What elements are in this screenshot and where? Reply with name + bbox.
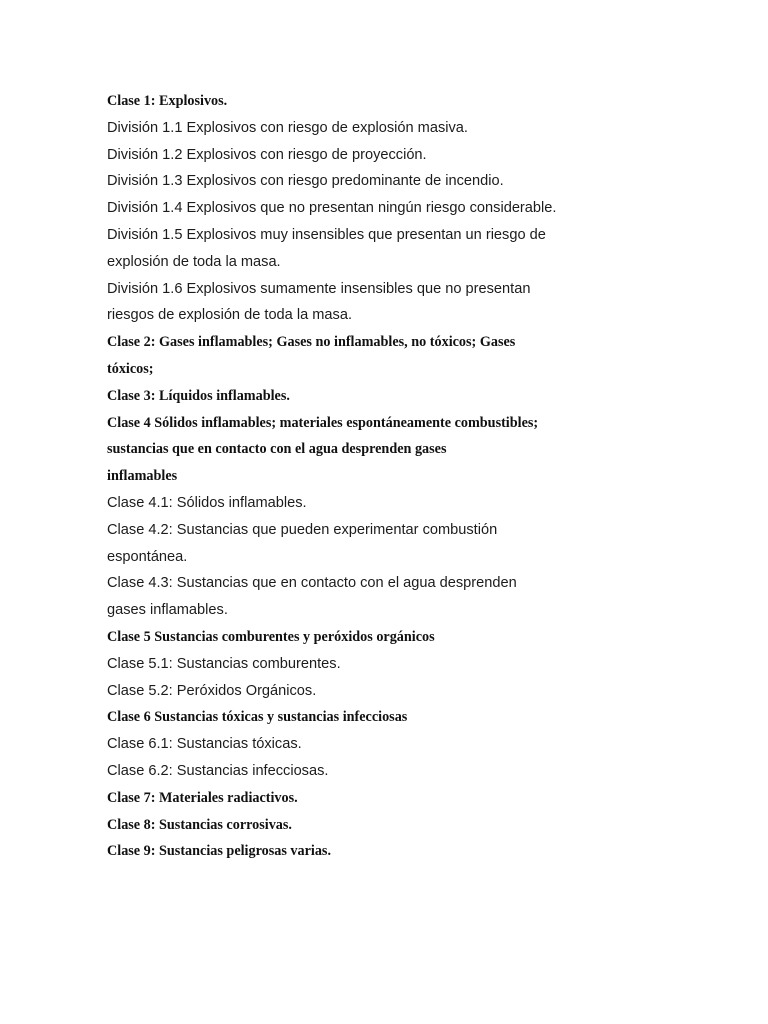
division-1-5-line-1: División 1.5 Explosivos muy insensibles que presentan un riesgo de — [107, 226, 546, 243]
class-2-heading-line-1: Clase 2: Gases inflamables; Gases no inflamables, no tóxicos; Gases — [107, 334, 516, 351]
class-6-heading: Clase 6 Sustancias tóxicas y sustancias infecciosas — [107, 709, 408, 726]
class-5-heading: Clase 5 Sustancias comburentes y peróxidos orgánicos — [107, 628, 435, 645]
class-5-2: Clase 5.2: Peróxidos Orgánicos. — [107, 682, 317, 699]
division-1-1: División 1.1 Explosivos con riesgo de explosión masiva. — [107, 119, 468, 136]
class-4-heading-line-1: Clase 4 Sólidos inflamables; materiales espontáneamente combustibles; — [107, 414, 539, 431]
class-4-1: Clase 4.1: Sólidos inflamables. — [107, 494, 307, 511]
class-8-heading: Clase 8: Sustancias corrosivas. — [107, 816, 292, 833]
class-3-heading: Clase 3: Líquidos inflamables. — [107, 387, 290, 404]
class-7-heading: Clase 7: Materiales radiactivos. — [107, 789, 298, 806]
class-5-1: Clase 5.1: Sustancias comburentes. — [107, 655, 341, 672]
division-1-6-line-2: riesgos de explosión de toda la masa. — [107, 307, 353, 324]
division-1-5-line-2: explosión de toda la masa. — [107, 253, 281, 270]
division-1-3: División 1.3 Explosivos con riesgo predominante de incendio. — [107, 173, 504, 190]
class-1-heading: Clase 1: Explosivos. — [107, 93, 228, 109]
division-1-4: División 1.4 Explosivos que no presentan ningún riesgo considerable. — [107, 200, 557, 217]
class-4-2-line-1: Clase 4.2: Sustancias que pueden experimentar combustión — [107, 521, 498, 538]
class-4-2-line-2: espontánea. — [107, 548, 188, 565]
class-6-1: Clase 6.1: Sustancias tóxicas. — [107, 736, 302, 753]
division-1-2: División 1.2 Explosivos con riesgo de proyección. — [107, 146, 427, 163]
document-content — [107, 88, 707, 865]
class-9-heading: Clase 9: Sustancias peligrosas varias. — [107, 843, 331, 860]
class-4-3-line-1: Clase 4.3: Sustancias que en contacto con el agua desprenden — [107, 575, 517, 592]
class-6-2: Clase 6.2: Sustancias infecciosas. — [107, 762, 329, 779]
division-1-6-line-1: División 1.6 Explosivos sumamente insensibles que no presentan — [107, 280, 531, 297]
class-4-heading-line-3: inflamables — [107, 468, 178, 485]
class-4-3-line-2: gases inflamables. — [107, 602, 228, 619]
class-4-heading-line-2: sustancias que en contacto con el agua desprenden gases — [107, 441, 447, 458]
class-2-heading-line-2: tóxicos; — [107, 360, 154, 377]
